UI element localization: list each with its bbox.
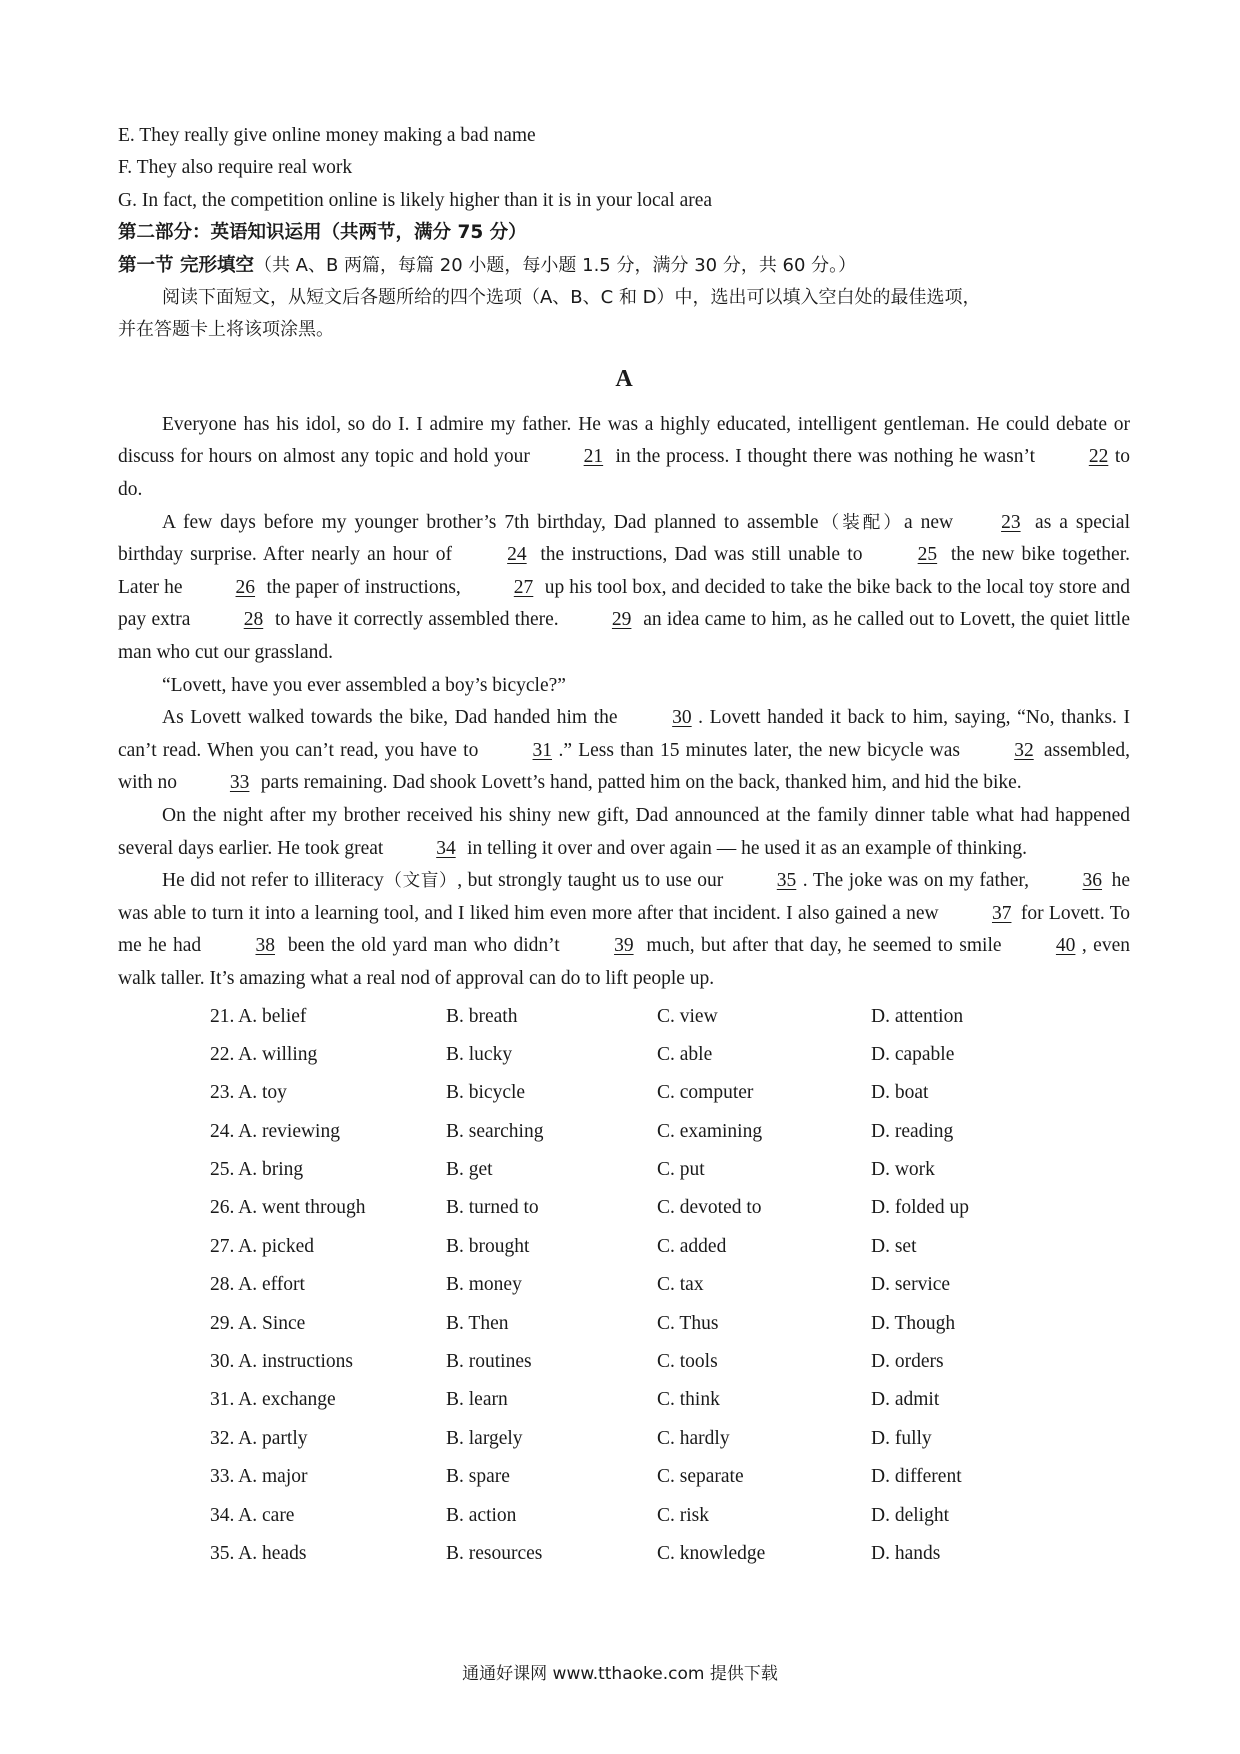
text: the new bike together. Later he [118, 544, 1130, 598]
option-a: 32. A. partly [210, 1427, 308, 1449]
option-d: D. service [871, 1274, 951, 1296]
option-c: C. tax [657, 1274, 704, 1296]
option-d: D. folded up [871, 1197, 970, 1219]
text: . The joke was on my father, [802, 870, 1035, 892]
option-d: D. capable [871, 1043, 955, 1065]
option-b: B. spare [446, 1466, 510, 1488]
option-e: E. They really give online money making a bad name [118, 125, 536, 146]
option-c: C. hardly [657, 1427, 730, 1449]
option-b: B. breath [446, 1005, 518, 1027]
option-a: 25. A. bring [210, 1159, 304, 1181]
blank-21: 21 [583, 446, 604, 468]
question-row [118, 1189, 1130, 1227]
option-a: 27. A. picked [210, 1235, 314, 1257]
option-d: D. attention [871, 1005, 964, 1027]
option-d: D. hands [871, 1543, 941, 1564]
question-row [118, 1151, 1130, 1189]
text: he was able to turn it into a learning tool, and I liked him even more after that incident. I also gained a new [118, 870, 1131, 924]
text: an idea came to him, as he called out to Lovett, the quiet little man who cut our grassland. [118, 609, 1130, 663]
option-b: B. turned to [446, 1197, 539, 1219]
text: A few days before my younger brother’s 7th birthday, Dad planned to assemble [162, 511, 819, 533]
question-row [118, 1420, 1130, 1458]
text: Everyone has his idol, so do I. I admire my father. He was a highly educated, intelligent gentleman. He could debate or discuss for hours on almost any topic and hold your [118, 413, 1130, 468]
section-one-heading [118, 250, 1130, 282]
option-c: C. devoted to [657, 1197, 762, 1219]
download-footer: 通通好课网 www.tthaoke.com 提供下载 [462, 1664, 778, 1684]
text: On the night after my brother received his shiny new gift, Dad announced at the family dinner table what had happened several days earlier. He took great [118, 804, 1130, 859]
question-row [118, 1497, 1130, 1535]
blank-34: 34 [436, 837, 456, 859]
option-c: C. Thus [657, 1312, 719, 1334]
option-b: B. lucky [446, 1043, 513, 1065]
blank-37: 37 [991, 902, 1012, 924]
cloze-passage [118, 409, 1130, 996]
option-b: B. largely [446, 1427, 523, 1449]
reading-options-tail [118, 120, 1130, 217]
option-a: 33. A. major [210, 1466, 308, 1488]
option-c: C. separate [657, 1466, 744, 1488]
text: in the process. I thought there was nothing he wasn’t [609, 446, 1041, 468]
question-row [118, 1343, 1130, 1381]
option-a: 35. A. heads [210, 1543, 307, 1564]
option-b: B. routines [446, 1351, 532, 1373]
text: . Lovett handed it back to him, saying, “No, thanks. I can’t read. When you can’t read, you have to [118, 707, 1130, 761]
option-g: G. In fact, the competition online is likely higher than it is in your local area [118, 189, 713, 211]
text: a new [903, 511, 954, 533]
option-d: D. Though [871, 1312, 956, 1334]
option-a: 22. A. willing [210, 1043, 318, 1065]
option-a: 21. A. belief [210, 1005, 307, 1027]
option-c: C. view [657, 1005, 718, 1027]
blank-35: 35 [776, 870, 797, 892]
option-c: C. computer [657, 1082, 754, 1104]
paragraph-5 [118, 800, 1130, 865]
option-b: B. resources [446, 1543, 543, 1564]
option-a: 30. A. instructions [210, 1351, 354, 1373]
blank-29: 29 [611, 609, 632, 631]
text: as a special birthday surprise. After nearly an hour of [118, 511, 1130, 566]
question-row [118, 1458, 1130, 1496]
option-a: 29. A. Since [210, 1312, 306, 1334]
part-two-title: 第二部分：英语知识运用（共两节，满分 75 分） [118, 222, 527, 244]
text: the paper of instructions, [261, 576, 466, 598]
section-one-title: 第一节 完形填空 [118, 254, 254, 276]
option-d: D. admit [871, 1389, 940, 1411]
option-a: 26. A. went through [210, 1197, 366, 1219]
instruction [118, 282, 1130, 347]
option-b: B. searching [446, 1120, 544, 1142]
option-d: D. work [871, 1159, 935, 1181]
option-c: C. knowledge [657, 1543, 766, 1564]
option-c: C. think [657, 1389, 720, 1411]
text: assembled, with no [118, 739, 1130, 794]
option-c: C. risk [657, 1504, 710, 1526]
blank-22: 22 [1088, 446, 1109, 468]
blank-31: 31 [532, 739, 553, 761]
text: for Lovett. To me he had [118, 902, 1130, 957]
paragraph-3: “Lovett, have you ever assembled a boy’s bicycle?” [162, 674, 566, 696]
question-row [118, 1036, 1130, 1074]
option-a: 23. A. toy [210, 1082, 287, 1104]
paragraph-4 [118, 702, 1130, 800]
option-d: D. orders [871, 1351, 944, 1373]
text: , but strongly taught us to use our [457, 870, 729, 892]
option-a: 31. A. exchange [210, 1389, 336, 1411]
option-c: C. able [657, 1043, 713, 1065]
option-d: D. different [871, 1466, 962, 1488]
text: , even walk taller. It’s amazing what a real nod of approval can do to lift people up. [118, 935, 1130, 989]
blank-32: 32 [1014, 739, 1034, 761]
option-c: C. examining [657, 1120, 763, 1142]
question-row [118, 1535, 1130, 1573]
passage-letter: A [615, 365, 633, 392]
text: parts remaining. Dad shook Lovett’s hand, patted him on the back, thanked him, and hid the bike. [255, 772, 1022, 794]
paragraph-6 [118, 865, 1130, 995]
option-b: B. bicycle [446, 1082, 526, 1104]
blank-28: 28 [243, 609, 264, 631]
option-f: F. They also require real work [118, 157, 353, 179]
blank-39: 39 [614, 935, 634, 957]
text: up his tool box, and decided to take the bike back to the local toy store and pay extra [118, 576, 1130, 631]
section-one-desc: （共 A、B 两篇，每篇 20 小题，每小题 1.5 分，满分 30 分，共 60 分。） [253, 254, 857, 276]
option-a: 34. A. care [210, 1504, 295, 1526]
question-row [118, 1074, 1130, 1112]
option-c: C. put [657, 1159, 705, 1181]
option-b: B. get [446, 1159, 493, 1181]
option-d: D. fully [871, 1427, 932, 1449]
option-d: D. boat [871, 1082, 929, 1104]
option-b: B. money [446, 1274, 522, 1296]
paragraph-2 [118, 507, 1130, 670]
blank-38: 38 [255, 935, 275, 957]
blank-25: 25 [917, 544, 938, 566]
text: He did not refer to illiteracy [162, 870, 384, 892]
text: to do. [118, 446, 1130, 501]
option-d: D. reading [871, 1120, 954, 1142]
blank-36: 36 [1082, 870, 1103, 892]
blank-23: 23 [1001, 511, 1021, 533]
instruction-line-2: 并在答题卡上将该项涂黑。 [118, 319, 334, 341]
blank-26: 26 [235, 576, 256, 598]
question-row [118, 998, 1130, 1036]
blank-33: 33 [229, 772, 250, 794]
option-a: 28. A. effort [210, 1274, 305, 1296]
option-d: D. delight [871, 1504, 949, 1526]
blank-40: 40 [1055, 935, 1076, 957]
question-options [118, 998, 1130, 1574]
option-c: C. added [657, 1235, 727, 1257]
option-b: B. brought [446, 1235, 530, 1257]
option-b: B. Then [446, 1312, 509, 1334]
question-row [118, 1113, 1130, 1151]
question-row [118, 1228, 1130, 1266]
blank-24: 24 [507, 544, 527, 566]
question-row [118, 1305, 1130, 1343]
text: been the old yard man who didn’t [281, 935, 567, 957]
text: As Lovett walked towards the bike, Dad handed him the [162, 707, 625, 729]
gloss: （装配） [818, 512, 904, 533]
option-d: D. set [871, 1235, 917, 1257]
paragraph-1 [118, 409, 1130, 507]
option-c: C. tools [657, 1351, 718, 1373]
text: .” Less than 15 minutes later, the new bicycle was [558, 739, 967, 761]
instruction-line-1: 阅读下面短文，从短文后各题所给的四个选项（A、B、C 和 D）中，选出可以填入空白处的最佳选项， [162, 287, 981, 309]
text: much, but after that day, he seemed to smile [640, 935, 1008, 957]
text: in telling it over and over again — he used it as an example of thinking. [462, 837, 1028, 859]
blank-27: 27 [513, 576, 534, 598]
blank-30: 30 [672, 707, 692, 729]
option-a: 24. A. reviewing [210, 1120, 340, 1142]
option-b: B. action [446, 1504, 517, 1526]
text: to have it correctly assembled there. [269, 609, 564, 631]
exam-page [118, 120, 1130, 1573]
option-b: B. learn [446, 1389, 508, 1411]
question-row [118, 1381, 1130, 1419]
gloss: （文盲） [383, 871, 458, 892]
text: the instructions, Dad was still unable to [533, 544, 870, 566]
question-row [118, 1266, 1130, 1304]
